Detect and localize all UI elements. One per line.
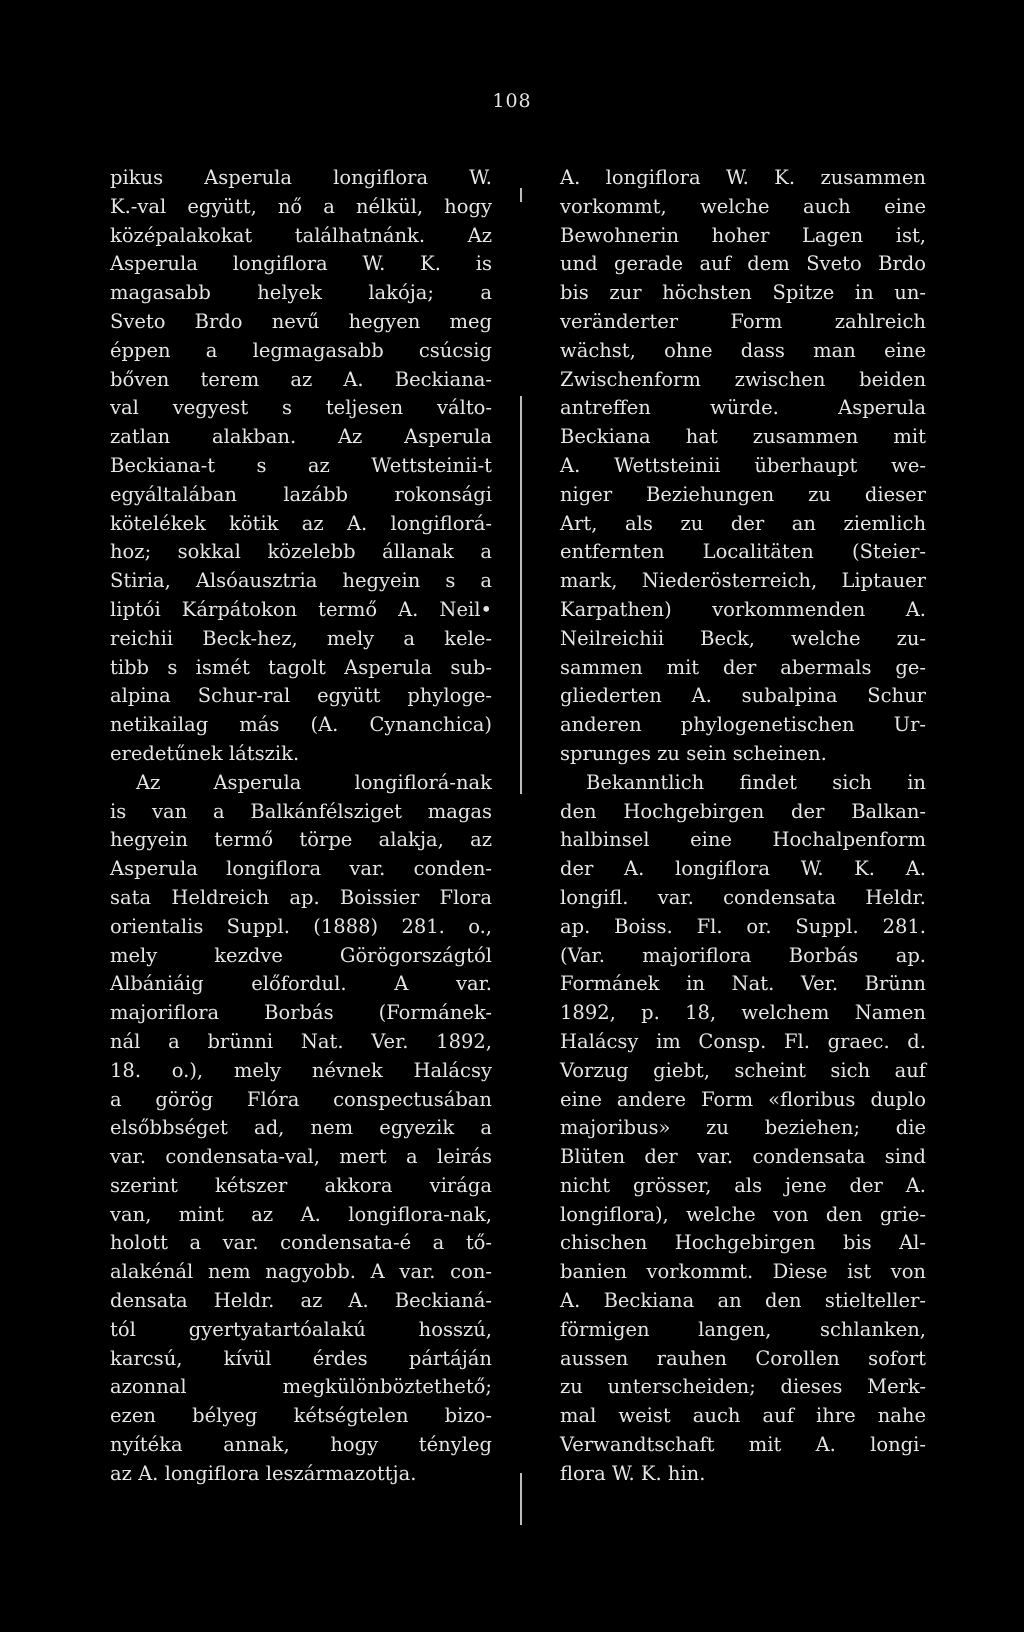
text-line: mely kezdve Görögországtól — [110, 943, 492, 967]
text-line: aussen rauhen Corollen sofort — [560, 1346, 926, 1370]
text-line: var. condensata-val, mert a leirás — [110, 1145, 492, 1169]
text-line: densata Heldr. az A. Beckianá- — [110, 1289, 492, 1313]
text-line: majoribus» zu beziehen; die — [560, 1116, 926, 1140]
text-line: vorkommt, welche auch eine — [560, 194, 926, 218]
text-line: nicht grösser, als jene der A. — [560, 1173, 926, 1197]
text-line: sammen mit der abermals ge- — [560, 655, 926, 679]
text-line: veränderter Form zahlreich — [560, 309, 926, 333]
text-line: kötelékek kötik az A. longiflorá- — [110, 511, 492, 535]
german-text-column — [560, 164, 926, 1489]
text-line: und gerade auf dem Sveto Brdo — [560, 252, 926, 276]
text-line: elsőbbséget ad, nem egyezik a — [110, 1116, 492, 1140]
text-line: (Var. majoriflora Borbás ap. — [560, 943, 926, 967]
text-line: niger Beziehungen zu dieser — [560, 482, 926, 506]
text-line: sata Heldreich ap. Boissier Flora — [110, 885, 492, 909]
text-line: Vorzug giebt, scheint sich auf — [560, 1058, 926, 1082]
text-line: orientalis Suppl. (1888) 281. o., — [110, 914, 492, 938]
text-line: zu unterscheiden; dieses Merk- — [560, 1375, 926, 1399]
text-line: A. Wettsteinii überhaupt we- — [560, 453, 926, 477]
text-line: Bewohnerin hoher Lagen ist, — [560, 223, 926, 247]
column-divider — [520, 1473, 522, 1525]
text-line: hoz; sokkal közelebb állanak a — [110, 540, 492, 564]
text-line: antreffen würde. Asperula — [560, 396, 926, 420]
text-line: liptói Kárpátokon termő A. Neil• — [110, 597, 492, 621]
text-line: longiflora), welche von den grie- — [560, 1202, 926, 1226]
text-line: sprunges zu sein scheinen. — [560, 741, 827, 765]
text-line: K.-val együtt, nő a nélkül, hogy — [110, 194, 492, 218]
text-line: förmigen langen, schlanken, — [560, 1317, 926, 1341]
text-line: eine andere Form «floribus duplo — [560, 1087, 926, 1111]
text-line: magasabb helyek lakója; a — [110, 281, 492, 305]
page-number: 108 — [492, 90, 532, 112]
text-line: eredetűnek látszik. — [110, 741, 300, 765]
text-line: reichii Beck-hez, mely a kele- — [110, 626, 492, 650]
text-line: majoriflora Borbás (Formánek- — [110, 1001, 492, 1025]
text-line: zatlan alakban. Az Asperula — [110, 425, 492, 449]
text-line: Halácsy im Consp. Fl. graec. d. — [560, 1029, 926, 1053]
text-line: tibb s ismét tagolt Asperula sub- — [110, 655, 492, 679]
text-line: középalakokat találhatnánk. Az — [110, 223, 492, 247]
text-line: nál a brünni Nat. Ver. 1892, — [110, 1029, 492, 1053]
text-line: netikailag más (A. Cynanchica) — [110, 713, 492, 737]
text-line: Beckiana hat zusammen mit — [560, 425, 926, 449]
text-line: 1892, p. 18, welchem Namen — [560, 1001, 926, 1025]
text-line: banien vorkommt. Diese ist von — [560, 1260, 926, 1284]
text-line: Blüten der var. condensata sind — [560, 1145, 926, 1169]
text-line: A. longiflora W. K. zusammen — [560, 166, 926, 189]
text-line: is van a Balkánfélsziget magas — [110, 799, 492, 823]
text-line: az A. longiflora leszármazottja. — [110, 1461, 417, 1485]
hungarian-text-column — [110, 164, 492, 1489]
text-line: halbinsel eine Hochalpenform — [560, 828, 926, 852]
text-line: azonnal megkülönböztethető; — [110, 1375, 492, 1399]
text-line: ezen bélyeg kétségtelen bizo- — [110, 1404, 492, 1428]
text-line: Beckiana-t s az Wettsteinii-t — [110, 453, 492, 477]
text-line: szerint kétszer akkora virága — [110, 1173, 492, 1197]
text-line: Sveto Brdo nevű hegyen meg — [110, 309, 492, 333]
text-line: mal weist auch auf ihre nahe — [560, 1404, 926, 1428]
text-line: longifl. var. condensata Heldr. — [560, 885, 926, 909]
text-line: Asperula longiflora var. conden- — [110, 857, 492, 881]
text-line: Zwischenform zwischen beiden — [560, 367, 926, 391]
text-line: val vegyest s teljesen válto- — [110, 396, 492, 420]
text-line: flora W. K. hin. — [560, 1461, 706, 1485]
text-line: tól gyertyatartóalakú hosszú, — [110, 1317, 492, 1341]
text-line: bőven terem az A. Beckiana- — [110, 367, 492, 391]
text-line: Art, als zu der an ziemlich — [560, 511, 926, 535]
text-line: Verwandtschaft mit A. longi- — [560, 1433, 926, 1457]
text-line: holott a var. condensata-é a tő- — [110, 1231, 492, 1255]
text-line: der A. longiflora W. K. A. — [560, 857, 926, 881]
text-line: den Hochgebirgen der Balkan- — [560, 799, 926, 823]
text-line: Az Asperula longiflorá-nak — [136, 770, 492, 794]
text-line: chischen Hochgebirgen bis Al- — [560, 1231, 926, 1255]
text-line: entfernten Localitäten (Steier- — [560, 540, 926, 564]
text-line: alpina Schur-ral együtt phyloge- — [110, 684, 492, 708]
text-line: Formánek in Nat. Ver. Brünn — [560, 972, 926, 996]
text-line: hegyein termő törpe alakja, az — [110, 828, 492, 852]
text-line: a görög Flóra conspectusában — [110, 1087, 492, 1111]
text-line: pikus Asperula longiflora W. — [110, 166, 492, 189]
text-line: karcsú, kívül érdes pártáján — [110, 1346, 492, 1370]
column-divider — [520, 396, 522, 794]
text-line: mark, Niederösterreich, Liptauer — [560, 569, 926, 593]
text-line: bis zur höchsten Spitze in un- — [560, 281, 926, 305]
column-divider — [520, 188, 522, 202]
text-line: éppen a legmagasabb csúcsig — [110, 338, 492, 362]
text-line: A. Beckiana an den stielteller- — [560, 1289, 926, 1313]
text-line: Albániáig előfordul. A var. — [110, 972, 492, 996]
text-line: egyáltalában lazább rokonsági — [110, 482, 492, 506]
text-line: Karpathen) vorkommenden A. — [560, 597, 926, 621]
text-line: Bekanntlich findet sich in — [586, 770, 926, 794]
text-line: ap. Boiss. Fl. or. Suppl. 281. — [560, 914, 926, 938]
text-line: wächst, ohne dass man eine — [560, 338, 926, 362]
text-line: Stiria, Alsóausztria hegyein s a — [110, 569, 492, 593]
text-line: Neilreichii Beck, welche zu- — [560, 626, 926, 650]
text-line: van, mint az A. longiflora-nak, — [110, 1202, 492, 1226]
text-line: Asperula longiflora W. K. is — [110, 252, 492, 276]
text-line: alakénál nem nagyobb. A var. con- — [110, 1260, 492, 1284]
text-line: 18. o.), mely névnek Halácsy — [110, 1058, 492, 1082]
text-line: nyítéka annak, hogy tényleg — [110, 1433, 492, 1457]
text-line: gliederten A. subalpina Schur — [560, 684, 926, 708]
text-line: anderen phylogenetischen Ur- — [560, 713, 926, 737]
